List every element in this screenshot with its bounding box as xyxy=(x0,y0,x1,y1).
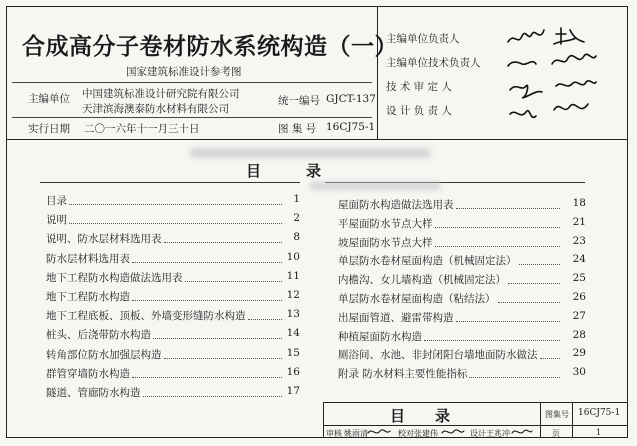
toc-entry-title: 坡屋面防水节点大样 xyxy=(338,236,433,249)
toc-leader-dots xyxy=(143,396,282,397)
scanned-blur-top xyxy=(190,148,430,158)
handwritten-signatures xyxy=(500,20,625,130)
check-label: 校对 xyxy=(398,429,414,438)
toc-entry-page: 21 xyxy=(572,215,586,228)
design-label: 设计 xyxy=(470,429,486,438)
date-label: 实行日期 xyxy=(28,123,70,135)
page-label: 页 xyxy=(552,429,560,438)
toc-entry-title: 种植屋面防水构造 xyxy=(338,330,422,343)
toc-leader-dots xyxy=(69,204,282,205)
toc-leader-dots xyxy=(469,377,560,378)
toc-entry-title: 平屋面防水节点大样 xyxy=(338,217,433,230)
toc-entry-page: 13 xyxy=(286,308,300,321)
toc-entry-page: 11 xyxy=(286,269,300,282)
toc-entry-title: 单层防水卷材屋面构造（机械固定法） xyxy=(338,255,517,268)
toc-entry-title: 附录 防水材料主要性能指标 xyxy=(338,368,468,381)
toc-rule-left xyxy=(40,182,300,183)
toc-leader-dots xyxy=(435,227,560,228)
toc-leader-dots xyxy=(132,377,282,378)
signature-label-1: 主编单位负责人 xyxy=(386,33,460,45)
toc-entry-title: 单层防水卷材屋面构造（粘结法） xyxy=(338,293,496,305)
toc-entry-page: 18 xyxy=(572,197,586,209)
toc-entry-title: 桩头、后浇带防水构造 xyxy=(46,329,151,342)
toc-entry-page: 30 xyxy=(572,366,586,379)
unified-no-value: GJCT-137 xyxy=(326,93,376,105)
toc-entry-page: 23 xyxy=(572,234,586,247)
toc-leader-dots xyxy=(435,246,560,247)
toc-entry-page: 10 xyxy=(286,250,300,263)
toc-entry-title: 地下工程防水构造 xyxy=(46,291,130,303)
toc-entry-page: 16 xyxy=(286,365,300,378)
toc-entry-page: 2 xyxy=(293,212,300,225)
header-rule xyxy=(12,82,372,83)
toc-entry-page: 17 xyxy=(286,385,300,397)
atlas-no-label: 图 集 号 xyxy=(278,123,317,135)
scanned-blur-mid xyxy=(310,182,440,190)
page-value: 1 xyxy=(596,428,602,437)
toc-entry-title: 群管穿墙防水构造 xyxy=(46,367,130,380)
toc-entry-page: 28 xyxy=(572,328,586,341)
title-block-divider-2 xyxy=(572,402,573,438)
toc-entry-page: 15 xyxy=(286,346,300,359)
toc-entry-title: 说明 xyxy=(46,214,67,227)
toc-leader-dots xyxy=(248,319,282,320)
toc-leader-dots xyxy=(153,338,282,339)
editor-org-1: 中国建筑标准设计研究院有限公司 xyxy=(82,88,240,100)
toc-entry-title: 厕浴间、水池、非封闭阳台墙地面防水做法 xyxy=(338,349,538,362)
signature-label-2: 主编单位技术负责人 xyxy=(386,57,481,69)
title-block-divider xyxy=(540,402,541,438)
toc-entry-page: 24 xyxy=(572,253,586,266)
toc-entry-page: 8 xyxy=(293,231,300,244)
design-name: 王兆冲 xyxy=(486,429,510,438)
toc-leader-dots xyxy=(540,358,560,359)
toc-leader-dots xyxy=(456,208,560,209)
toc-entry-page: 1 xyxy=(293,193,300,205)
check-name: 张建伟 xyxy=(414,429,438,438)
editor-org-2: 天津滨海澳泰防水材料有限公司 xyxy=(82,103,229,115)
footer-signatures xyxy=(366,425,536,438)
toc-leader-dots xyxy=(164,358,282,359)
review-name: 姚雨清 xyxy=(344,429,368,438)
unified-no-label: 统一编号 xyxy=(278,95,320,107)
toc-leader-dots xyxy=(456,321,560,322)
toc-title: 目 录 xyxy=(246,162,322,180)
date-value: 二〇一六年十一月三十日 xyxy=(84,123,200,135)
toc-leader-dots xyxy=(424,340,560,341)
toc-leader-dots xyxy=(132,262,282,263)
toc-entry-title: 隧道、管廊防水构造 xyxy=(46,387,141,399)
toc-leader-dots xyxy=(519,264,560,265)
page-title: 合成高分子卷材防水系统构造（一） xyxy=(22,34,398,60)
toc-leader-dots xyxy=(498,302,560,303)
toc-entry-page: 26 xyxy=(572,291,586,303)
toc-entry-title: 转角部位防水加强层构造 xyxy=(46,348,162,361)
toc-entry-title: 防水层材料选用表 xyxy=(46,252,130,265)
toc-entry-page: 29 xyxy=(572,347,586,360)
title-block-atlas-label: 图集号 xyxy=(545,410,569,419)
toc-entry-page: 27 xyxy=(572,309,586,322)
signature-label-3: 技 术 审 定 人 xyxy=(386,81,452,93)
toc-leader-dots xyxy=(164,242,282,243)
toc-entry-title: 出屋面管道、避雷带构造 xyxy=(338,311,454,324)
review-label: 审核 xyxy=(326,429,342,438)
toc-leader-dots xyxy=(69,223,282,224)
toc-entry-page: 25 xyxy=(572,272,586,285)
toc-entry-title: 内檐沟、女儿墙构造（机械固定法） xyxy=(338,274,506,287)
signature-label-4: 设 计 负 责 人 xyxy=(386,105,452,117)
toc-entry-page: 14 xyxy=(286,327,300,340)
toc-entry-title: 地下工程底板、顶板、外墙变形缝防水构造 xyxy=(46,310,246,323)
title-block-atlas-value: 16CJ75-1 xyxy=(578,408,621,418)
toc-entry-title: 屋面防水构造做法选用表 xyxy=(338,199,454,211)
toc-entry-title: 说明、防水层材料选用表 xyxy=(46,233,162,246)
editor-label: 主编单位 xyxy=(28,93,70,105)
header-rule-2 xyxy=(12,117,372,118)
page-subtitle: 国家建筑标准设计参考图 xyxy=(126,66,242,78)
atlas-no-value: 16CJ75-1 xyxy=(326,121,376,133)
toc-leader-dots xyxy=(508,283,560,284)
toc-leader-dots xyxy=(185,281,282,282)
title-block-title: 目 录 xyxy=(390,407,451,425)
toc-entry-page: 12 xyxy=(286,289,300,301)
toc-entry-title: 地下工程防水构造做法选用表 xyxy=(46,271,183,284)
toc-leader-dots xyxy=(132,300,282,301)
toc-entry-title: 目录 xyxy=(46,195,67,207)
